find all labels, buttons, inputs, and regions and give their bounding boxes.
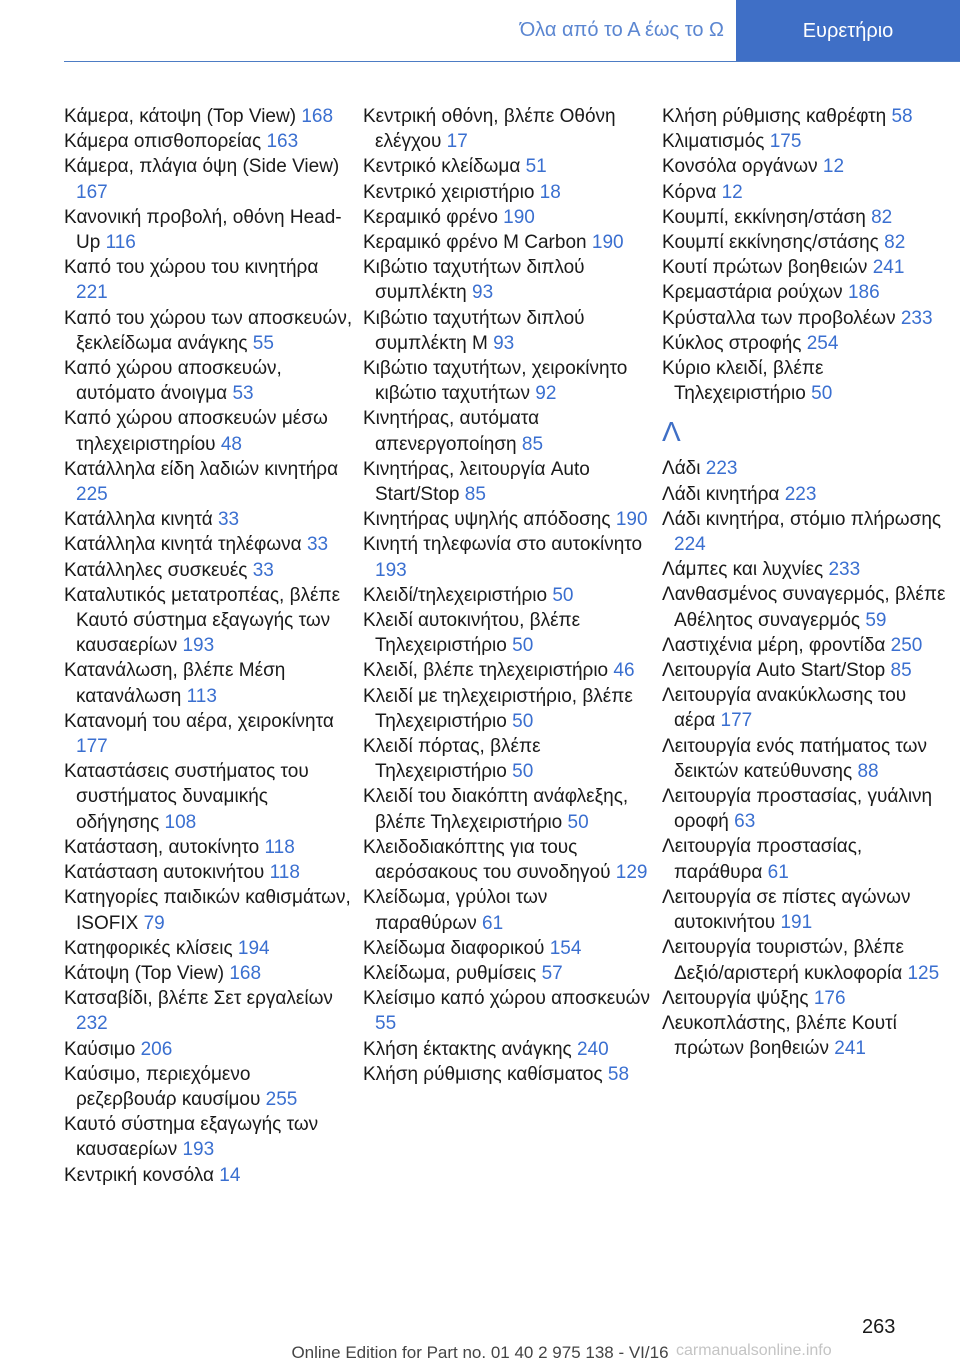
- page-link[interactable]: 48: [220, 433, 242, 455]
- entry-term: Κρεμαστάρια ρούχων: [662, 282, 843, 304]
- entry-term: Λευκοπλάστης, βλέπε Κουτί πρώτων βοηθειών: [662, 1012, 897, 1060]
- page-link[interactable]: 223: [784, 483, 817, 505]
- index-entry: [662, 180, 952, 205]
- entry-term: Κουτί πρώτων βοηθειών: [662, 257, 868, 279]
- header-divider: [64, 61, 960, 62]
- index-entry: [64, 558, 354, 583]
- index-entry: [363, 583, 653, 608]
- page-link[interactable]: 50: [567, 811, 589, 833]
- index-entry: [662, 306, 952, 331]
- page-link[interactable]: 206: [140, 1038, 173, 1060]
- entry-term: Κουμπί, εκκίνηση/στάση: [662, 206, 866, 228]
- index-entry: [363, 180, 653, 205]
- page-link[interactable]: 50: [512, 761, 534, 783]
- page-link[interactable]: 50: [512, 710, 534, 732]
- index-entry: [662, 104, 952, 129]
- page-link[interactable]: 154: [549, 937, 582, 959]
- entry-term: Λειτουργία σε πίστες αγώνων αυτοκινήτου: [662, 886, 911, 934]
- entry-term: Κινητήρας υψηλής απόδοσης: [363, 509, 611, 531]
- page-link[interactable]: 193: [182, 635, 215, 657]
- entry-term: Κλήση έκτακτης ανάγκης: [363, 1038, 572, 1060]
- index-entry: [64, 709, 354, 759]
- page-link[interactable]: 63: [734, 811, 756, 833]
- page-link[interactable]: 233: [828, 559, 861, 581]
- section-tab[interactable]: Ευρετήριο: [736, 0, 960, 62]
- breadcrumb-link[interactable]: Όλα από το Α έως το Ω: [519, 19, 724, 41]
- page-link[interactable]: 191: [780, 912, 813, 934]
- index-entry: [64, 406, 354, 456]
- page-link[interactable]: 177: [76, 736, 108, 758]
- page-link[interactable]: 93: [493, 332, 515, 354]
- entry-term: Κλειδί πόρτας, βλέπε Τηλεχειριστήριο: [363, 736, 541, 783]
- entry-term: Κάμερα οπισθοπορείας: [64, 131, 262, 153]
- page-link[interactable]: 175: [769, 131, 802, 153]
- index-entry: [363, 406, 653, 456]
- entry-term: Καύσιμο: [64, 1038, 136, 1060]
- entry-term: Κατηγορίες παιδικών καθισμάτων, ISOFIX: [64, 887, 351, 934]
- index-entry: [363, 205, 653, 230]
- page-link[interactable]: 255: [265, 1088, 298, 1110]
- entry-term: Κλήση ρύθμισης καθίσματος: [363, 1063, 603, 1085]
- entry-term: Κιβώτιο ταχυτήτων διπλού συμπλέκτη: [363, 257, 585, 304]
- index-entry: [64, 104, 354, 129]
- entry-term: Λάδι: [662, 458, 701, 480]
- index-entry: [64, 835, 354, 860]
- page-number: 263: [862, 1316, 896, 1338]
- index-entry: [662, 557, 952, 582]
- entry-term: Κατάλληλα είδη λαδιών κινητήρα: [64, 458, 339, 480]
- page-link[interactable]: 92: [535, 383, 557, 405]
- entry-term: Λάδι κινητήρα: [662, 483, 780, 505]
- entry-term: Κλείδωμα, γρύλοι των παραθύρων: [363, 887, 548, 934]
- entry-term: Κατάλληλες συσκευές: [64, 559, 248, 581]
- entry-term: Κύκλος στροφής: [662, 332, 802, 354]
- page-link[interactable]: 193: [375, 559, 407, 581]
- entry-term: Λειτουργία τουριστών, βλέπε Δεξιό/αριστερή κυκλοφορία: [662, 937, 904, 984]
- page-link[interactable]: 33: [306, 534, 329, 556]
- entry-term: Κλείσιμο καπό χώρου αποσκευών: [363, 988, 650, 1010]
- page-link[interactable]: 129: [615, 862, 648, 884]
- index-entry: [64, 255, 354, 305]
- index-entry: [662, 784, 952, 834]
- entry-term: Καυτό σύστημα εξαγωγής των καυσαερίων: [64, 1114, 319, 1161]
- index-entry: [363, 306, 653, 356]
- entry-term: Λειτουργία προστασίας, γυάλινη οροφή: [662, 786, 933, 833]
- entry-term: Καπό χώρου αποσκευών μέσω τηλεχειριστηρίου: [64, 408, 328, 455]
- index-entry: [363, 356, 653, 406]
- index-entry: [662, 129, 952, 154]
- index-entry: [662, 356, 952, 406]
- index-entry: [662, 507, 952, 557]
- page-link[interactable]: 59: [865, 609, 887, 631]
- page-link[interactable]: 118: [269, 862, 300, 884]
- index-entry: [363, 104, 653, 154]
- page-link[interactable]: 224: [674, 534, 706, 556]
- index-entry: [64, 936, 354, 961]
- index-entry: [662, 633, 952, 658]
- entry-term: Κεντρικό χειριστήριο: [363, 181, 535, 203]
- page-link[interactable]: 176: [813, 987, 846, 1009]
- page-link[interactable]: 108: [164, 811, 197, 833]
- page-link[interactable]: 168: [229, 962, 262, 984]
- index-entry: [64, 885, 354, 935]
- page-header: [0, 0, 960, 62]
- entry-term: Κλειδί αυτοκινήτου, βλέπε Τηλεχειριστήριο: [363, 610, 581, 657]
- page-link[interactable]: 82: [871, 206, 893, 228]
- page-link[interactable]: 50: [512, 635, 534, 657]
- page-link[interactable]: 193: [182, 1139, 215, 1161]
- entry-term: Κουμπί εκκίνησης/στάσης: [662, 232, 879, 254]
- page-link[interactable]: 33: [252, 559, 274, 581]
- index-entry: [64, 658, 354, 708]
- page-link[interactable]: 61: [767, 861, 789, 883]
- entry-term: Κινητή τηλεφωνία στο αυτοκίνητο: [363, 534, 643, 556]
- index-entry: [64, 961, 354, 986]
- entry-term: Κατανομή του αέρα, χειροκίνητα: [64, 710, 334, 732]
- page-link[interactable]: 167: [76, 181, 108, 203]
- page-link[interactable]: 53: [232, 383, 254, 405]
- index-entry: [662, 683, 952, 733]
- index-entry: [64, 759, 354, 835]
- index-entry: [363, 608, 653, 658]
- index-entry: [662, 1011, 952, 1061]
- index-entry: [363, 532, 653, 582]
- index-entry: [363, 457, 653, 507]
- index-entry: [64, 583, 354, 659]
- index-entry: [662, 482, 952, 507]
- entry-term: Λειτουργία Auto Start/Stop: [662, 660, 886, 682]
- index-entry: [64, 986, 354, 1036]
- entry-term: Κεραμικό φρένο: [363, 206, 498, 228]
- entry-term: Κιβώτιο ταχυτήτων, χειροκίνητο κιβώτιο ταχυτήτων: [363, 358, 628, 405]
- page-link[interactable]: 58: [607, 1063, 630, 1085]
- index-entry: [662, 658, 952, 683]
- page-link[interactable]: 18: [539, 181, 561, 203]
- page-link[interactable]: 46: [613, 660, 635, 682]
- page-link[interactable]: 232: [76, 1013, 108, 1035]
- index-entry: [64, 306, 354, 356]
- index-entry: [64, 507, 354, 532]
- index-entry: [363, 835, 653, 885]
- entry-term: Κεραμικό φρένο M Carbon: [363, 232, 587, 254]
- page-link[interactable]: 190: [615, 509, 648, 531]
- entry-term: Κατανάλωση, βλέπε Μέση κατανάλωση: [64, 660, 286, 707]
- entry-term: Λειτουργία ανακύκλωσης του αέρα: [662, 685, 907, 732]
- entry-term: Κύριο κλειδί, βλέπε Τηλεχειριστήριο: [662, 358, 824, 405]
- entry-term: Κλειδί με τηλεχειριστήριο, βλέπε Τηλεχειριστήριο: [363, 685, 633, 732]
- index-entry: [662, 154, 952, 179]
- page-link[interactable]: 55: [252, 332, 274, 354]
- page-link[interactable]: 223: [705, 458, 738, 480]
- page-link[interactable]: 33: [217, 509, 240, 531]
- entry-term: Κλειδί/τηλεχειριστήριο: [363, 584, 548, 606]
- index-entry: [363, 936, 653, 961]
- index-entry: [662, 834, 952, 884]
- page-link[interactable]: 85: [464, 484, 486, 506]
- index-entry: [662, 986, 952, 1011]
- page-link[interactable]: 55: [375, 1013, 397, 1035]
- index-entry: [662, 885, 952, 935]
- entry-term: Κλειδί του διακόπτη ανάφλεξης, βλέπε Τηλεχειριστήριο: [363, 786, 629, 833]
- entry-term: Κατηφορικές κλίσεις: [64, 937, 233, 959]
- index-entry: [662, 456, 952, 481]
- index-group-k: [662, 104, 952, 406]
- page-link[interactable]: 118: [264, 836, 295, 858]
- index-entry: [363, 784, 653, 834]
- entry-term: Καύσιμο, περιεχόμενο ρεζερβουάρ καυσίμου: [64, 1063, 261, 1110]
- index-entry: [64, 1163, 354, 1188]
- entry-term: Κλιματισμός: [662, 131, 765, 153]
- page-link[interactable]: 194: [237, 937, 270, 959]
- entry-term: Καταλυτικός μετατροπέας, βλέπε Καυτό σύστημα εξαγωγής των καυσαερίων: [64, 584, 341, 657]
- entry-term: Κεντρικό κλείδωμα: [363, 156, 521, 178]
- entry-term: Κινητήρας, αυτόματα απενεργοποίηση: [363, 408, 540, 455]
- page-link[interactable]: 57: [541, 962, 563, 984]
- page-link[interactable]: 61: [482, 912, 504, 934]
- page-link[interactable]: 79: [143, 912, 165, 934]
- entry-term: Κιβώτιο ταχυτήτων διπλού συμπλέκτη M: [363, 307, 585, 354]
- page-link[interactable]: 58: [891, 106, 913, 127]
- page-link[interactable]: 93: [472, 282, 494, 304]
- page-link[interactable]: 125: [907, 962, 940, 984]
- index-entry: [662, 280, 952, 305]
- page-link[interactable]: 113: [186, 685, 217, 707]
- index-entry: [64, 205, 354, 255]
- index-group-l: [662, 456, 952, 1061]
- index-entry: [363, 1037, 653, 1062]
- entry-term: Καπό χώρου αποσκευών, αυτόματο άνοιγμα: [64, 358, 282, 405]
- entry-term: Κλειδοδιακόπτης για τους αερόσακους του συνοδηγού: [363, 836, 611, 884]
- entry-term: Κάμερα, πλάγια όψη (Side View): [64, 156, 340, 178]
- index-column-2: [363, 104, 653, 1087]
- page-link[interactable]: 116: [105, 232, 136, 254]
- entry-term: Κονσόλα οργάνων: [662, 156, 818, 178]
- edition-footer: Online Edition for Part no. 01 40 2 975 138 - VI/16: [291, 1343, 669, 1362]
- entry-term: Καπό του χώρου των αποσκευών, ξεκλείδωμα ανάγκης: [64, 307, 353, 354]
- index-entry: [363, 658, 653, 683]
- index-entry: [662, 331, 952, 356]
- entry-term: Κλήση ρύθμισης καθρέφτη: [662, 106, 887, 127]
- page-link[interactable]: 225: [76, 484, 108, 506]
- entry-term: Λάδι κινητήρα, στόμιο πλήρωσης: [662, 508, 942, 530]
- page-link[interactable]: 82: [884, 232, 906, 254]
- index-entry: [363, 961, 653, 986]
- entry-term: Λειτουργία ενός πατήματος των δεικτών κατεύθυνσης: [662, 735, 927, 782]
- entry-term: Κλείδωμα διαφορικού: [363, 937, 545, 959]
- entry-term: Λειτουργία ψύξης: [662, 987, 809, 1009]
- page-link[interactable]: 254: [806, 332, 839, 354]
- page-link[interactable]: 88: [857, 760, 879, 782]
- entry-term: Κατσαβίδι, βλέπε Σετ εργαλείων: [64, 988, 333, 1010]
- page-link[interactable]: 241: [834, 1038, 866, 1060]
- index-entry: [363, 507, 653, 532]
- index-entry: [363, 255, 653, 305]
- watermark: carmanualsonline.info: [676, 1342, 832, 1359]
- page-link[interactable]: 186: [847, 282, 880, 304]
- page-link[interactable]: 14: [219, 1164, 241, 1186]
- index-entry: [662, 582, 952, 632]
- page-link[interactable]: 12: [721, 181, 743, 203]
- entry-term: Κρύσταλλα των προβολέων: [662, 307, 896, 329]
- index-entry: [64, 1112, 354, 1162]
- entry-term: Λάμπες και λυχνίες: [662, 559, 824, 581]
- page-link[interactable]: 17: [446, 131, 468, 153]
- page-link[interactable]: 85: [521, 433, 544, 455]
- entry-term: Κανονική προβολή, οθόνη Head-Up: [64, 206, 342, 254]
- entry-term: Κεντρική κονσόλα: [64, 1164, 214, 1186]
- entry-term: Λειτουργία προστασίας, παράθυρα: [662, 836, 863, 883]
- index-entry: [662, 205, 952, 230]
- entry-term: Κεντρική οθόνη, βλέπε Οθόνη ελέγχου: [363, 106, 616, 153]
- index-entry: [64, 457, 354, 507]
- page-link[interactable]: 163: [266, 131, 299, 153]
- index-entry: [363, 885, 653, 935]
- page-link[interactable]: 12: [822, 156, 845, 178]
- page-link[interactable]: 240: [576, 1038, 609, 1060]
- page-link[interactable]: 85: [890, 660, 912, 682]
- index-column-3: [662, 104, 952, 1061]
- page-link[interactable]: 50: [552, 584, 574, 606]
- page-link[interactable]: 168: [301, 106, 334, 127]
- index-entry: [363, 154, 653, 179]
- index-entry: [363, 1062, 653, 1087]
- entry-term: Κατάλληλα κινητά: [64, 509, 213, 531]
- entry-term: Κλειδί, βλέπε τηλεχειριστήριο: [363, 660, 609, 682]
- index-entry: [363, 734, 653, 784]
- entry-term: Λαστιχένια μέρη, φροντίδα: [662, 634, 886, 656]
- index-entry: [662, 255, 952, 280]
- index-entry: [64, 154, 354, 204]
- page-link[interactable]: 177: [720, 710, 753, 732]
- index-entry: [64, 1062, 354, 1112]
- page-link[interactable]: 241: [872, 257, 905, 279]
- index-entry: [363, 986, 653, 1036]
- index-entry: [662, 734, 952, 784]
- entry-term: Κλείδωμα, ρυθμίσεις: [363, 962, 537, 984]
- index-entry: [363, 230, 653, 255]
- entry-term: Καταστάσεις συστήματος του συστήματος δυναμικής οδήγησης: [64, 761, 309, 833]
- entry-term: Κατάσταση, αυτοκίνητο: [64, 836, 260, 858]
- entry-term: Λανθασμένος συναγερμός, βλέπε Αθέλητος συναγερμός: [662, 584, 946, 631]
- page-link[interactable]: 190: [503, 206, 535, 228]
- index-column-1: [64, 104, 354, 1188]
- entry-term: Κατάσταση αυτοκινήτου: [64, 862, 265, 884]
- index-entry: [64, 1037, 354, 1062]
- entry-term: Καπό του χώρου του κινητήρα: [64, 257, 319, 279]
- page-link[interactable]: 51: [525, 156, 547, 178]
- index-entry: [64, 532, 354, 557]
- index-entry: [662, 230, 952, 255]
- entry-term: Κινητήρας, λειτουργία Auto Start/Stop: [363, 458, 590, 506]
- entry-term: Κατάλληλα κινητά τηλέφωνα: [64, 534, 302, 556]
- entry-term: Κάμερα, κάτοψη (Top View): [64, 106, 297, 127]
- index-section-letter: Λ: [662, 416, 681, 448]
- page-link[interactable]: 50: [811, 383, 833, 405]
- index-entry: [662, 935, 952, 985]
- index-entry: [363, 684, 653, 734]
- entry-term: Κόρνα: [662, 181, 717, 203]
- page-link[interactable]: 190: [591, 232, 624, 254]
- page-link[interactable]: 250: [890, 634, 923, 656]
- index-entry: [64, 129, 354, 154]
- index-entry: [64, 356, 354, 406]
- entry-term: Κάτοψη (Top View): [64, 962, 225, 984]
- page-link[interactable]: 233: [900, 307, 933, 329]
- index-entry: [64, 860, 354, 885]
- page-link[interactable]: 221: [76, 282, 108, 304]
